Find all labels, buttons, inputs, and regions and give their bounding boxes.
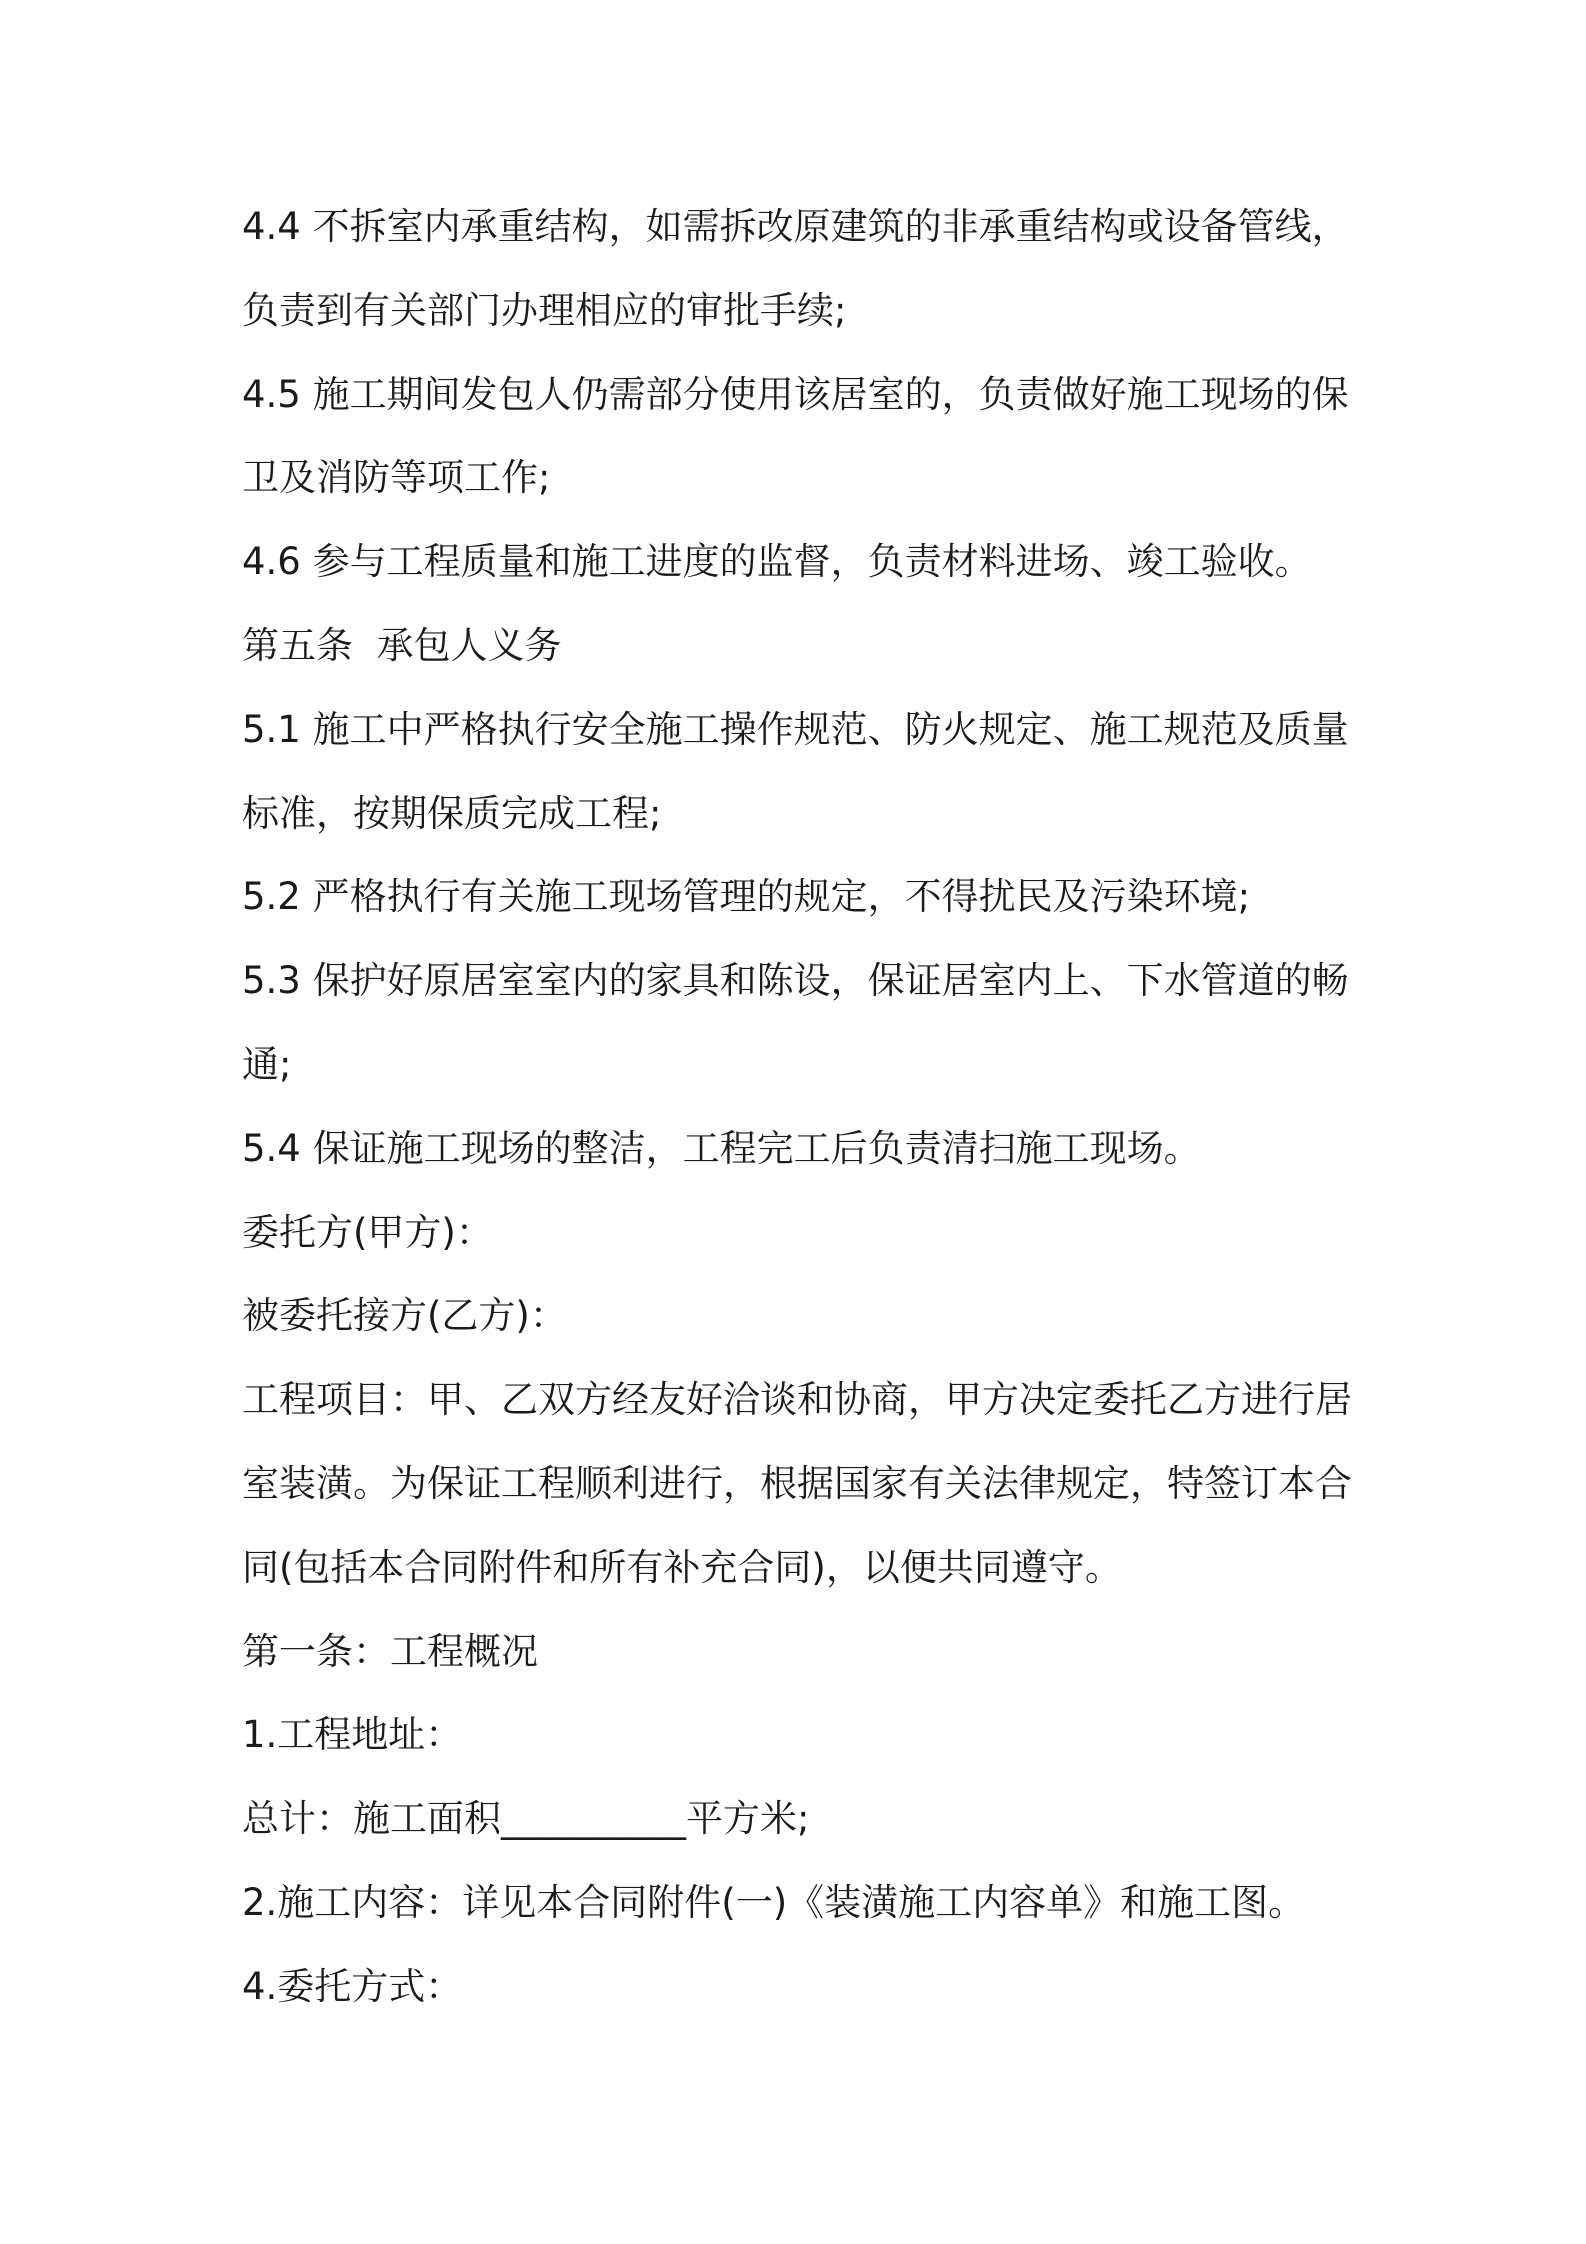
total-area-line: [242, 1777, 1542, 1861]
article-5-heading: 第五条 承包人义务: [242, 623, 562, 667]
project-intro-line-2: 室装潢。为保证工程顺利进行，根据国家有关法律规定，特签订本合: [242, 1461, 1352, 1505]
total-area-unit: 平方米;: [686, 1797, 810, 1841]
article-4-obligations: [242, 185, 1542, 604]
contractor-party-label: 被委托接方(乙方)：: [242, 1294, 567, 1338]
project-intro-line-3: 同(包括本合同附件和所有补充合同)，以便共同遵守。: [242, 1545, 1122, 1589]
article-1-project-overview: [242, 1610, 1542, 2029]
clause-4-6: [242, 520, 1542, 604]
article-1-heading: 第一条：工程概况: [242, 1629, 538, 1673]
contract-body: [242, 185, 1542, 2029]
clause-4-5-line-1: 4.5 施工期间发包人仍需部分使用该居室的，负责做好施工现场的保: [242, 372, 1349, 416]
client-party-label: 委托方(甲方)：: [242, 1210, 493, 1254]
clause-4-4: [242, 185, 1542, 353]
total-area-label: 总计：施工面积: [242, 1797, 501, 1841]
construction-content-line: 2.施工内容：详见本合同附件(一)《装潢施工内容单》和施工图。: [242, 1880, 1306, 1924]
project-intro-line-1: 工程项目：甲、乙双方经友好洽谈和协商，甲方决定委托乙方进行居: [242, 1378, 1352, 1422]
clause-4-6-line-1: 4.6 参与工程质量和施工进度的监督，负责材料进场、竣工验收。: [242, 540, 1312, 584]
clause-5-1-line-2: 标准，按期保质完成工程;: [242, 791, 662, 835]
clause-4-5: [242, 353, 1542, 521]
clause-5-3-line-2: 通;: [242, 1042, 292, 1086]
clause-5-4: [242, 1107, 1542, 1191]
clause-4-4-line-2: 负责到有关部门办理相应的审批手续;: [242, 288, 847, 332]
project-address-label: 1.工程地址：: [242, 1713, 463, 1757]
clause-5-2-line-1: 5.2 严格执行有关施工现场管理的规定，不得扰民及污染环境;: [242, 875, 1251, 919]
contract-parties: [242, 1191, 1542, 1359]
clause-4-5-line-2: 卫及消防等项工作;: [242, 456, 551, 500]
clause-5-2: [242, 855, 1542, 939]
clause-4-4-line-1: 4.4 不拆室内承重结构，如需拆改原建筑的非承重结构或设备管线，: [242, 205, 1349, 248]
commission-method-label: 4.委托方式：: [242, 1964, 463, 2008]
clause-5-1-line-1: 5.1 施工中严格执行安全施工操作规范、防火规定、施工规范及质量: [242, 707, 1349, 751]
clause-5-1: [242, 688, 1542, 856]
clause-5-3: [242, 939, 1542, 1107]
article-5-contractor-obligations: [242, 604, 1542, 1191]
clause-5-3-line-1: 5.3 保护好原居室室内的家具和陈设，保证居室内上、下水管道的畅: [242, 959, 1349, 1003]
project-intro: [242, 1358, 1542, 1609]
total-area-blank: __________: [501, 1797, 686, 1841]
clause-5-4-line-1: 5.4 保证施工现场的整洁，工程完工后负责清扫施工现场。: [242, 1126, 1201, 1170]
